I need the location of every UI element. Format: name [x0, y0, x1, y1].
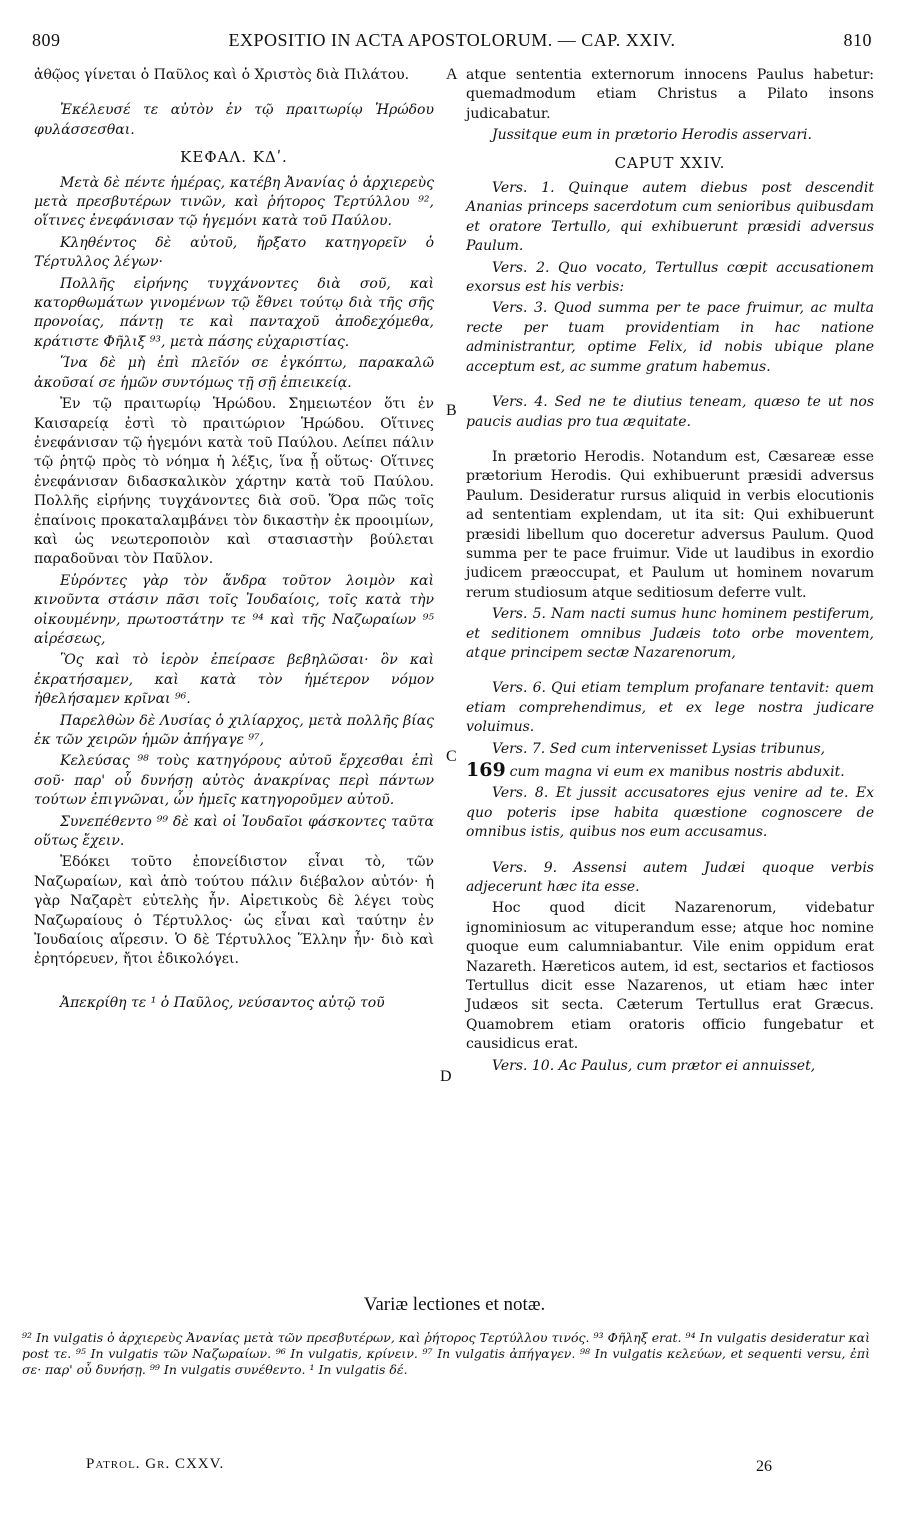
- chapter-heading-latin: CAPUT XXIV.: [614, 153, 726, 172]
- latin-commentary: Hoc quod dicit Nazarenorum, videbatur ignominiosum ac vituperandum esse; atque hoc nomine quoque eum calumniabantur. Vile enim oppidum erat Nazareth. Hæreticos autem, id est, sectarios et factiosos Tertullus dicit esse Nazarenos, ut etiam hæc inter Judæos sit secta. Cæterum Tertullus erat Græcus. Quamobrem etiam oratoris officio fungebatur et causidicus erat.: [466, 900, 874, 1053]
- column-number: 169: [466, 759, 506, 781]
- latin-verse: Vers. 3. Quod summa per te pace fruimur, ac multa recte per tuam providentiam in hac natione administrantur, optime Felix, id nobis ubique plane acceptum est, ac summe gratum habemus.: [466, 300, 874, 375]
- margin-letter-c: C: [446, 748, 457, 765]
- running-title: EXPOSITIO IN ACTA APOSTOLORUM. — CAP. XXIV.: [228, 30, 676, 50]
- greek-column: [34, 66, 434, 1266]
- greek-verse: Συνεπέθεντο ⁹⁹ δὲ καὶ οἱ Ἰουδαῖοι φάσκοντες ταῦτα οὕτως ἔχειν.: [34, 813, 434, 850]
- latin-verse: Vers. 4. Sed ne te diutius teneam, quæso te ut nos paucis audias pro tua æquitate.: [466, 394, 874, 430]
- latin-verse-continued: [466, 761, 874, 782]
- greek-paragraph: ἀθῷος γίνεται ὁ Παῦλος καὶ ὁ Χριστὸς διὰ Πιλάτου.: [34, 67, 410, 83]
- margin-letter-a: A: [446, 66, 458, 83]
- latin-verse: Vers. 10. Ac Paulus, cum prætor ei annuisset,: [492, 1057, 816, 1074]
- latin-verse: Vers. 6. Qui etiam templum profanare tentavit: quem etiam comprehendimus, et ex lege nostra judicare voluimus.: [466, 680, 874, 736]
- margin-letter-d: D: [440, 1068, 452, 1085]
- greek-commentary: Ἐδόκει τοῦτο ἐπονείδιστον εἶναι τὸ, τῶν Ναζωραίων, καὶ ἀπὸ τούτου πάλιν διέβαλον αὐτόν· ἡ γὰρ Ναζαρὲτ εὐτελὴς ἦν. Αἱρετικοὺς δὲ λέγει τοὺς Ναζωραίους ὁ Τέρτυλλος· ὡς εἶναι καὶ ταύτην ἐν Ἰουδαίοις αἵρεσιν. Ὁ δὲ Τέρτυλλος Ἕλλην ἦν· διὸ καὶ ἐρητόρευεν, ἤτοι ἐδικολόγει.: [34, 854, 434, 968]
- notes-title: Variæ lectiones et notæ.: [363, 1294, 546, 1315]
- greek-verse: Ἵνα δὲ μὴ ἐπὶ πλεῖόν σε ἐγκόπτω, παρακαλῶ ἀκοῦσαί σε ἡμῶν συντόμως τῇ σῇ ἐπιεικείᾳ.: [34, 355, 434, 391]
- page-number-left: 809: [32, 30, 61, 50]
- latin-verse: Vers. 2. Quo vocato, Tertullus cœpit accusationem exorsus est his verbis:: [466, 259, 874, 296]
- latin-verse: Vers. 7. Sed cum intervenisset Lysias tribunus,: [492, 740, 826, 757]
- greek-verse: Μετὰ δὲ πέντε ἡμέρας, κατέβη Ἀνανίας ὁ ἀρχιερεὺς μετὰ πρεσβυτέρων τινῶν, καὶ ῥήτορος Τερτύλλου ⁹², οἵτινες ἐνεφάνισαν τῷ ἡγεμόνι κατὰ τοῦ Παύλου.: [34, 174, 434, 230]
- latin-verse: Vers. 8. Et jussit accusatores ejus venire ad te. Ex quo poteris ipse habita quæstione cognoscere de omnibus istis, quibus nos eum accusamus.: [466, 785, 874, 841]
- greek-verse: Κληθέντος δὲ αὐτοῦ, ἤρξατο κατηγορεῖν ὁ Τέρτυλλος λέγων·: [34, 234, 434, 271]
- footer-source: Patrol. Gr. CXXV.: [86, 1456, 225, 1472]
- greek-verse: Εὑρόντες γὰρ τὸν ἄνδρα τοῦτον λοιμὸν καὶ κινοῦντα στάσιν πᾶσι τοῖς Ἰουδαίοις, τοῖς κατὰ τὴν οἰκουμένην, πρωτοστάτην τε ⁹⁴ καὶ τῆς Ναζωραίων ⁹⁵ αἱρέσεως,: [34, 572, 434, 647]
- footer-signature: 26: [756, 1458, 772, 1475]
- greek-verse: Κελεύσας ⁹⁸ τοὺς κατηγόρους αὐτοῦ ἔρχεσθαι ἐπὶ σοῦ· παρ' οὗ δυνήσῃ αὐτὸς ἀνακρίνας περὶ πάντων τούτων ἐπιγνῶναι, ὧν ἡμεῖς κατηγοροῦμεν αὐτοῦ.: [34, 753, 434, 809]
- latin-verse: Vers. 1. Quinque autem diebus post descendit Ananias princeps sacerdotum cum senioribus quibusdam et oratore Tertullo, qui exhibuerunt præsidi adversus Paulum.: [466, 180, 874, 255]
- greek-verse: Ἀπεκρίθη τε ¹ ὁ Παῦλος, νεύσαντος αὐτῷ τοῦ: [60, 994, 385, 1011]
- latin-paragraph: atque sententia externorum innocens Paulus habetur: quemadmodum etiam Christus a Pilato insons judicabatur.: [466, 67, 874, 122]
- latin-paragraph: Jussitque eum in prætorio Herodis asservari.: [492, 127, 812, 144]
- page-header: [32, 30, 872, 56]
- greek-verse: Παρελθὼν δὲ Λυσίας ὁ χιλίαρχος, μετὰ πολλῆς βίας ἐκ τῶν χειρῶν ἡμῶν ἀπήγαγε ⁹⁷,: [34, 712, 434, 748]
- greek-verse: Πολλῆς εἰρήνης τυγχάνοντες διὰ σοῦ, καὶ κατορθωμάτων γινομένων τῷ ἔθνει τούτῳ διὰ τῆς σῆς προνοίας, πάντῃ τε καὶ πανταχοῦ ἀποδεχόμεθα, κράτιστε Φῆλιξ ⁹³, μετὰ πάσης εὐχαριστίας.: [34, 275, 434, 350]
- notes-body: ⁹² In vulgatis ὁ ἀρχιερεὺς Ἀνανίας μετὰ τῶν πρεσβυτέρων, καὶ ῥήτορος Τερτύλλου τινός. ⁹³ Φῆληξ erat. ⁹⁴ In vulgatis desideratur καὶ post τε. ⁹⁵ In vulgatis τῶν Ναζωραίων. ⁹⁶ In vulgatis, κρίνειν. ⁹⁷ In vulgatis ἀπήγαγεν. ⁹⁸ In vulgatis κελεύων, et sequenti versu, ἐπὶ σε· παρ' οὗ δυνήσῃ. ⁹⁹ In vulgatis συνέθεντο. ¹ In vulgatis δέ.: [22, 1330, 870, 1377]
- latin-verse: Vers. 5. Nam nacti sumus hunc hominem pestiferum, et seditionem omnibus Judæis toto orbe moventem, atque principem sectæ Nazarenorum,: [466, 606, 874, 661]
- greek-verse: Ὃς καὶ τὸ ἱερὸν ἐπείρασε βεβηλῶσαι· ὃν καὶ ἐκρατήσαμεν, καὶ κατὰ τὸν ἡμέτερον νόμον ἠθελήσαμεν κρῖναι ⁹⁶.: [34, 652, 434, 708]
- chapter-heading-greek: ΚΕΦΑΛ. ΚΔʹ.: [180, 148, 288, 167]
- latin-column: [466, 66, 874, 1266]
- page-number-right: 810: [843, 30, 872, 50]
- latin-verse-text: cum magna vi eum ex manibus nostris abduxit.: [509, 764, 845, 780]
- latin-verse: Vers. 9. Assensi autem Judæi quoque verbis adjecerunt hæc ita esse.: [466, 859, 874, 896]
- greek-commentary: Ἐν τῷ πραιτωρίῳ Ἡρώδου. Σημειωτέον ὅτι ἐν Καισαρείᾳ ἐστὶ τὸ πραιτώριον Ἡρώδου. Οἵτινες ἐνεφάνισαν τῷ ἡγεμόνι κατὰ τοῦ Παύλου. Λείπει πάλιν τῷ ῥητῷ πρὸς τὸ νόημα ἡ λέξις, ἵνα ᾖ οὕτως· Οἵτινες ἐνεφάνισαν διδασκαλικὸν χάρτην κατὰ τοῦ Παύλου. Πολλῆς εἰρήνης τυγχάνοντες διὰ σοῦ. Ὅρα πῶς τοῖς ἐπαίνοις προκαταλαμβάνει τὸν δικαστὴν ἐκ προοιμίων, καὶ ὡς νεωτεροποιὸν καὶ στασιαστὴν βούλεται παραδοῦναι τὸν Παῦλον.: [34, 396, 434, 568]
- greek-paragraph: Ἐκέλευσέ τε αὐτὸν ἐν τῷ πραιτωρίῳ Ἡρώδου φυλάσσεσθαι.: [34, 102, 434, 138]
- latin-commentary: In prætorio Herodis. Notandum est, Cæsareæ esse prætorium Herodis. Qui exhibuerunt præsidi adversus Paulum. Desideratur rursus aliquid in verbis elocutionis ad sententiam explendam, ut ita sit: Qui exhibuerunt præsidi libellum quo doceretur adversus Paulum. Quod summa per te pace fruimur. Vide ut laudibus in exordio judicem præoccupat, et Paulum ut hominem novarum rerum studiosum atque seditiosum deferre vult.: [466, 448, 874, 601]
- margin-letter-b: B: [446, 402, 457, 419]
